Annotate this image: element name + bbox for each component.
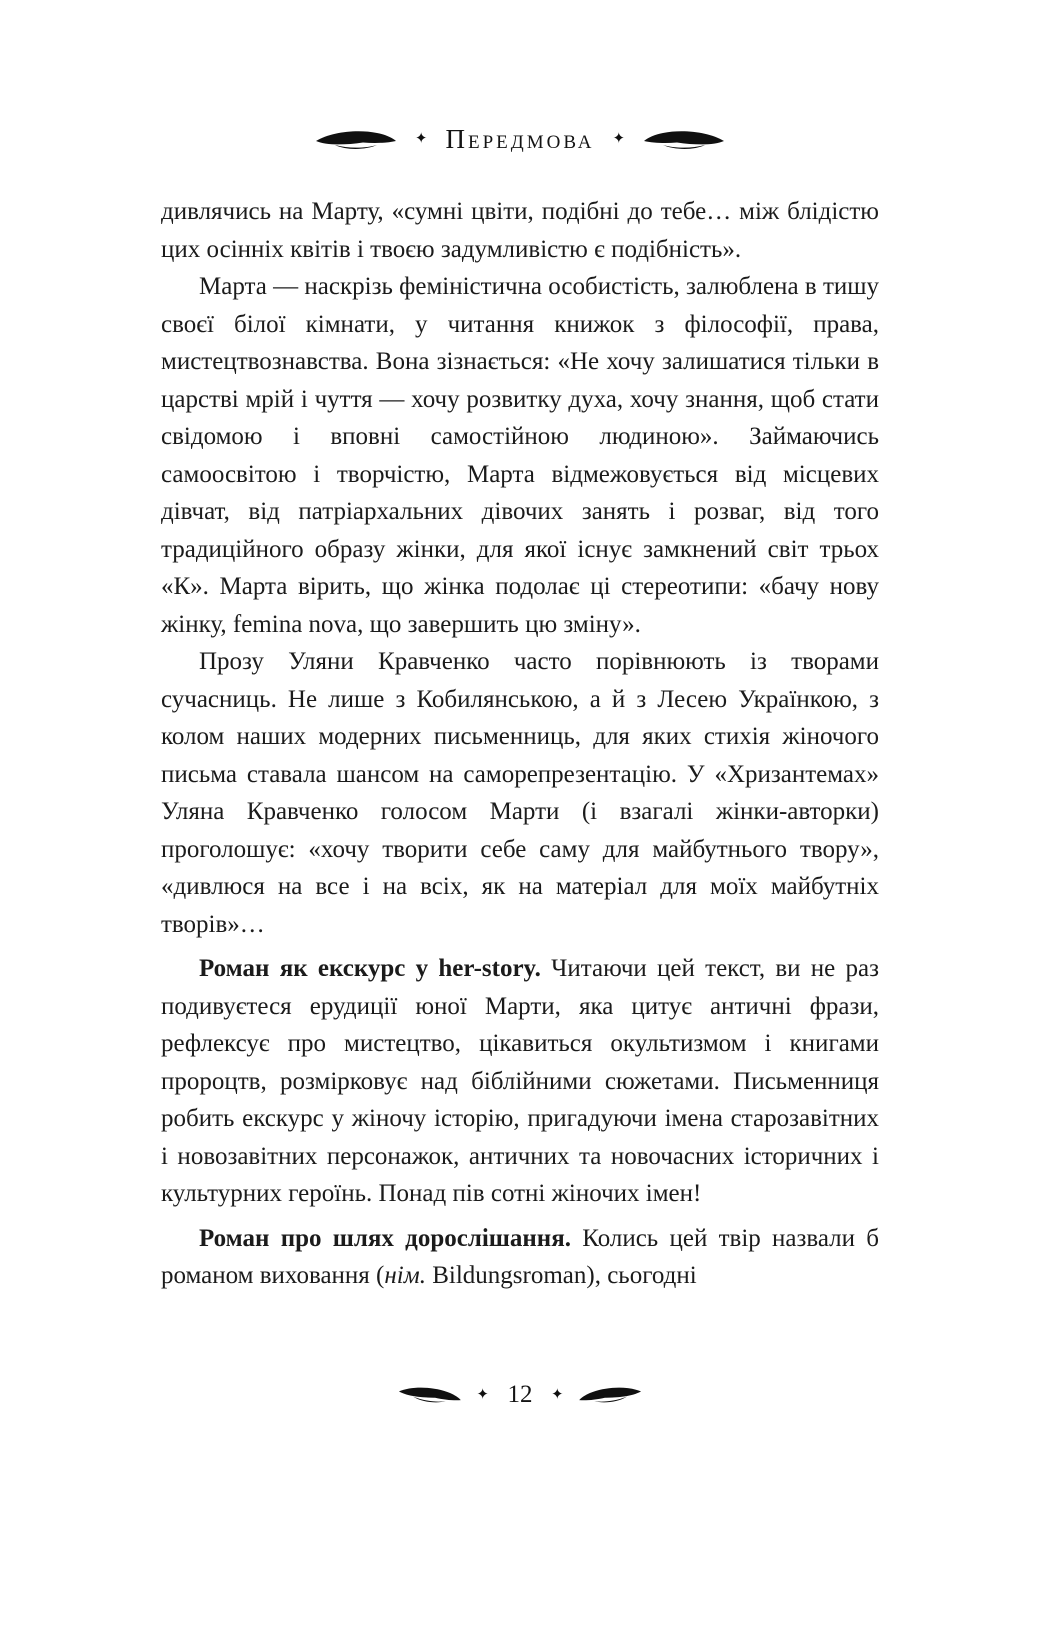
leaf-ornament-icon (315, 128, 397, 152)
paragraph-text: дивлячись на Марту, «сумні цвіти, подібні до тебе… між блідістю цих осінніх квітів і твоєю задумливістю є подібність». (161, 198, 879, 263)
paragraph (161, 268, 879, 643)
paragraph-italic-text: нім. (384, 1262, 426, 1289)
leaf-ornament-icon (643, 128, 725, 152)
paragraph (161, 1220, 879, 1295)
diamond-ornament: ✦ (551, 1386, 564, 1403)
paragraph (161, 193, 879, 268)
paragraph (161, 643, 879, 943)
chapter-title: Передмова (445, 124, 595, 154)
leaf-ornament-icon (576, 1378, 643, 1413)
paragraph-lead-bold: Роман як екскурс у her-story. (199, 955, 541, 982)
diamond-ornament: ✦ (476, 1386, 489, 1403)
page-footer (0, 1381, 1040, 1409)
paragraph-text: Марта — наскрізь феміністична особистість, залюблена в тишу своєї білої кімнати, у читання книжок з філософії, права, мистецтвознавства. Вона зізнається: «Не хочу залишатися тільки в царстві мрій і чуття — хочу розвитку духа, хочу знання, щоб стати свідомою і вповні самостійною людиною». Займаючись самоосвітою і творчістю, Марта відмежовується від місцевих дівчат, від патріархальних дівочих занять і розваг, від того традиційного образу жінки, для якої існує замкнений світ трьох «К». Марта вірить, що жінка подолає ці стереотипи: «бачу нову жінку, femina nova, що завершить цю зміну». (161, 273, 879, 638)
running-head (0, 124, 1040, 155)
diamond-ornament: ✦ (414, 131, 428, 147)
page-number: 12 (507, 1381, 533, 1408)
page-body (161, 193, 879, 1295)
paragraph-text: Bildungsroman), сьогодні (425, 1262, 697, 1289)
paragraph-text: Колись цей твір назвали б романом виховання ( (161, 1224, 879, 1289)
leaf-ornament-icon (397, 1378, 464, 1413)
paragraph-text: Читаючи цей текст, ви не раз подивуєтеся ерудиції юної Марти, яка цитує античні фрази, рефлексує про мистецтво, цікавиться окультизмом і книгами пророцтв, розмірковує над біблійними сюжетами. Письменниця робить екскурс у жіночу історію, пригадуючи імена старозавітних і новозавітних персонажок, античних та новочасних історичних і культурних героїнь. Понад пів сотні жіночих імен! (161, 955, 879, 1207)
diamond-ornament: ✦ (612, 131, 626, 147)
paragraph (161, 950, 879, 1213)
paragraph-lead-bold: Роман про шлях дорослішання. (199, 1224, 571, 1252)
paragraph-text: Прозу Уляни Кравченко часто порівнюють із творами сучасниць. Не лише з Кобилянською, а й з Лесею Українкою, з колом наших модерних письменниць, для яких стихія жіночого письма ставала шансом на саморепрезентацію. У «Хризантемах» Уляна Кравченко голосом Марти (і взагалі жінки-авторки) проголошує: «хочу творити себе саму для майбутнього твору», «дивлюся на все і на всіх, як на матеріал для моїх майбутніх творів»… (161, 648, 879, 938)
